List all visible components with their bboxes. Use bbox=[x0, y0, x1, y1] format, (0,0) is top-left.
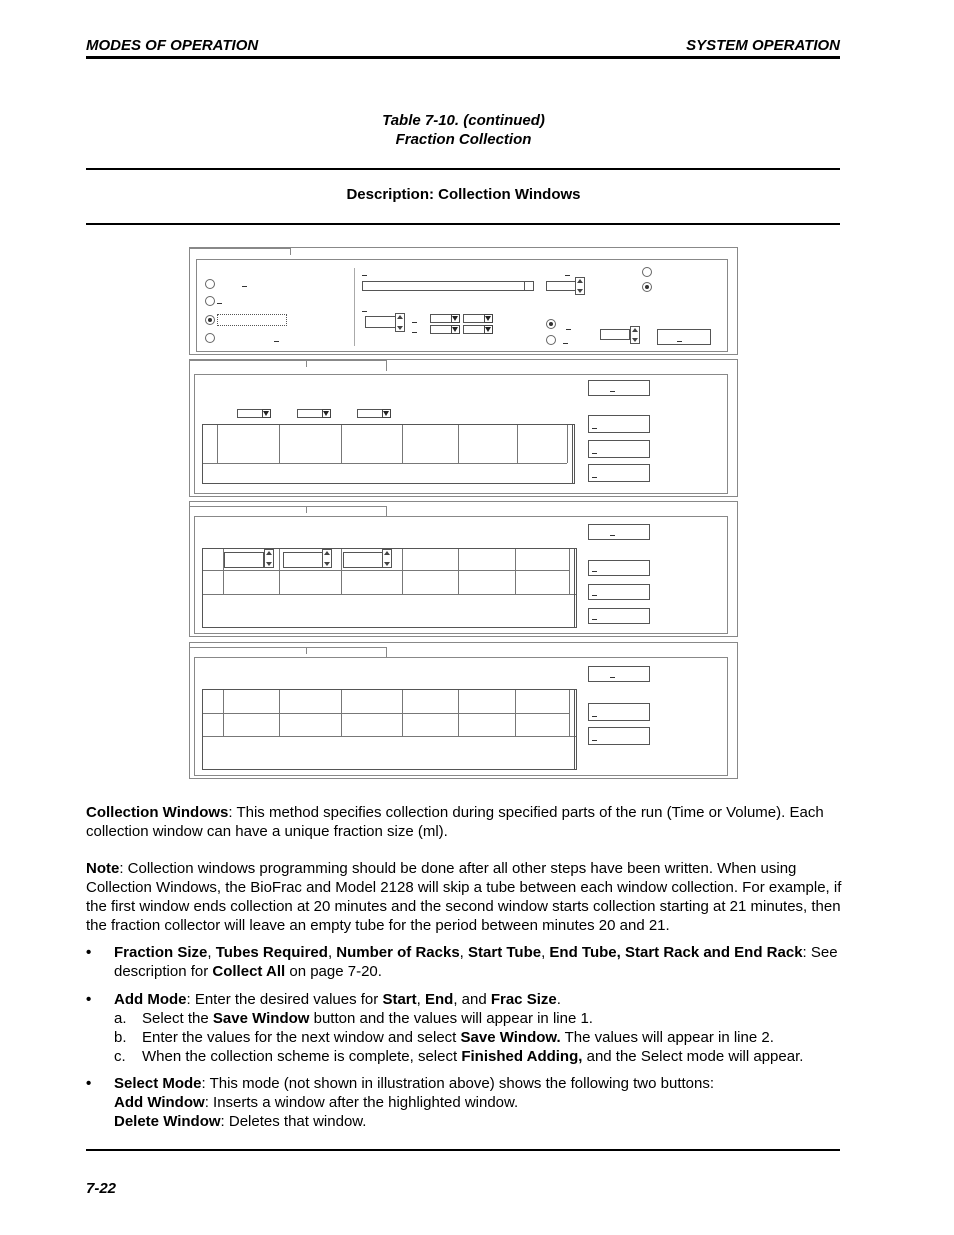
term-frac-size: Frac Size bbox=[490, 991, 557, 1008]
note-text: : Collection windows programming should be done after all other steps have been written. When using Collection Windows, the BioFrac and Model 2128 will skip a tube between each window collection. For example, if the first window ends collection at 20 minutes and the second window starts collection starting at 21 minutes, then the fraction collector will leave an empty tube for the period between minutes 20 and 21. bbox=[86, 860, 842, 934]
table-caption-line2: Fraction Collection bbox=[395, 131, 532, 148]
term-delete-window: Delete Window bbox=[114, 1113, 221, 1130]
tubes-required-field[interactable] bbox=[588, 415, 650, 433]
method-radio-2[interactable] bbox=[205, 296, 215, 306]
option-radio-a[interactable] bbox=[642, 267, 652, 277]
rate-stepper[interactable] bbox=[575, 277, 585, 295]
panel-tab bbox=[306, 360, 387, 371]
collection-windows-paragraph bbox=[86, 803, 846, 841]
table-mid-rule bbox=[86, 223, 840, 225]
rate-field[interactable] bbox=[546, 281, 576, 291]
term-save-window: Save Window bbox=[212, 1010, 310, 1027]
unit-radio-b[interactable] bbox=[546, 335, 556, 345]
sep: , bbox=[327, 944, 337, 961]
text: and the Select mode will appear. bbox=[582, 1048, 804, 1065]
text: . bbox=[556, 991, 561, 1008]
unit-radio-a[interactable] bbox=[546, 319, 556, 329]
end-stepper-field[interactable] bbox=[283, 552, 323, 568]
label-dash bbox=[565, 275, 570, 276]
term-add-mode: Add Mode bbox=[114, 991, 187, 1008]
label-dash bbox=[592, 453, 597, 454]
end-stepper[interactable] bbox=[322, 549, 332, 568]
description-title: Description: Collection Windows bbox=[346, 186, 581, 203]
label-dash bbox=[610, 677, 615, 678]
label-dash bbox=[592, 428, 597, 429]
apply-button[interactable] bbox=[657, 329, 711, 345]
term-fraction-size: Fraction Size bbox=[114, 944, 208, 961]
chevron-down-icon[interactable] bbox=[484, 325, 493, 334]
frac-size-stepper[interactable] bbox=[382, 549, 392, 568]
collection-windows-option-focus[interactable] bbox=[217, 314, 287, 326]
term-end-tube-racks: End Tube, Start Rack and End Rack bbox=[549, 944, 803, 961]
chevron-down-icon[interactable] bbox=[451, 314, 460, 323]
panel-divider bbox=[354, 268, 355, 346]
method-name-scroll[interactable] bbox=[524, 281, 534, 291]
label-dash bbox=[592, 619, 597, 620]
term-tubes-required: Tubes Required bbox=[215, 944, 328, 961]
sep: , bbox=[416, 991, 425, 1008]
bullet-symbol: • bbox=[86, 944, 92, 961]
text: : This mode (not shown in illustration above) shows the following two buttons: bbox=[201, 1075, 715, 1092]
volume-stepper[interactable] bbox=[395, 313, 405, 332]
text: on page 7-20. bbox=[285, 963, 382, 980]
sep: , and bbox=[453, 991, 491, 1008]
header-left: MODES OF OPERATION bbox=[86, 37, 259, 54]
sep: , bbox=[459, 944, 469, 961]
bullet-fraction-size bbox=[86, 943, 846, 983]
term-collect-all: Collect All bbox=[212, 963, 286, 980]
volume-field[interactable] bbox=[365, 316, 397, 328]
term-finished-adding: Finished Adding, bbox=[461, 1048, 583, 1065]
method-settings-panel bbox=[189, 247, 738, 355]
fraction-size-field[interactable] bbox=[588, 524, 650, 540]
page-number: 7-22 bbox=[86, 1180, 117, 1197]
term-select-mode: Select Mode bbox=[114, 1075, 202, 1092]
step-letter: a. bbox=[114, 1010, 127, 1027]
term-add-window: Add Window bbox=[114, 1094, 205, 1111]
start-stepper[interactable] bbox=[264, 549, 274, 568]
chevron-down-icon[interactable] bbox=[484, 314, 493, 323]
chevron-down-icon[interactable] bbox=[451, 325, 460, 334]
label-dash bbox=[592, 716, 597, 717]
footer-rule bbox=[86, 1149, 840, 1151]
label-dash bbox=[592, 740, 597, 741]
step-c bbox=[114, 1047, 844, 1066]
text: button and the values will appear in line 1. bbox=[309, 1010, 593, 1027]
term-start-tube: Start Tube bbox=[468, 944, 542, 961]
start-tube-field[interactable] bbox=[588, 608, 650, 624]
frac-size-stepper-field[interactable] bbox=[343, 552, 383, 568]
label-dash bbox=[412, 322, 417, 323]
label-dash bbox=[610, 535, 615, 536]
label-dash bbox=[412, 332, 417, 333]
label-dash bbox=[362, 311, 367, 312]
step-letter: b. bbox=[114, 1029, 127, 1046]
label-dash bbox=[362, 275, 367, 276]
label-dash bbox=[592, 595, 597, 596]
method-radio-1[interactable] bbox=[205, 279, 215, 289]
collection-windows-panel-edit bbox=[189, 501, 738, 637]
collection-windows-radio[interactable] bbox=[205, 315, 215, 325]
bullet-add-mode bbox=[86, 990, 846, 1070]
option-radio-b[interactable] bbox=[642, 282, 652, 292]
chevron-down-icon[interactable] bbox=[322, 409, 331, 418]
bullet-symbol: • bbox=[86, 1075, 92, 1092]
text: Select the bbox=[142, 1010, 213, 1027]
fraction-size-field[interactable] bbox=[588, 380, 650, 396]
collection-windows-panel-add bbox=[189, 359, 738, 497]
header-right: SYSTEM OPERATION bbox=[686, 37, 840, 54]
sep: , bbox=[207, 944, 216, 961]
bullet-symbol: • bbox=[86, 991, 92, 1008]
method-name-field[interactable] bbox=[362, 281, 534, 291]
delay-field[interactable] bbox=[600, 329, 630, 340]
step-letter: c. bbox=[114, 1048, 126, 1065]
label-dash bbox=[610, 391, 615, 392]
method-radio-4[interactable] bbox=[205, 333, 215, 343]
sep: , bbox=[541, 944, 550, 961]
text: When the collection scheme is complete, select bbox=[142, 1048, 462, 1065]
number-of-racks-field[interactable] bbox=[588, 440, 650, 458]
text: : Enter the desired values for bbox=[186, 991, 383, 1008]
header-rule bbox=[86, 56, 840, 59]
collection-windows-panel-saved bbox=[189, 642, 738, 779]
label-dash bbox=[566, 329, 571, 330]
collection-windows-text: : This method specifies collection during specified parts of the run (Time or Volume). Each collection window can have a unique fraction size (ml). bbox=[86, 804, 824, 840]
start-tube-field[interactable] bbox=[588, 464, 650, 482]
label-dash bbox=[242, 286, 247, 287]
tubes-required-field[interactable] bbox=[588, 703, 650, 721]
number-of-racks-field[interactable] bbox=[588, 727, 650, 745]
bullet-select-mode bbox=[86, 1074, 846, 1134]
term-number-of-racks: Number of Racks bbox=[336, 944, 460, 961]
term-save-window: Save Window. bbox=[460, 1029, 561, 1046]
tubes-required-field[interactable] bbox=[588, 560, 650, 576]
label-dash bbox=[563, 343, 568, 344]
table-caption-line1: Table 7-10. (continued) bbox=[382, 112, 545, 129]
panel-tab bbox=[190, 248, 291, 255]
note-paragraph bbox=[86, 859, 846, 935]
note-label: Note bbox=[86, 860, 120, 877]
fraction-size-field[interactable] bbox=[588, 666, 650, 682]
collection-windows-label: Collection Windows bbox=[86, 804, 229, 821]
windows-table bbox=[202, 424, 575, 484]
label-dash bbox=[274, 341, 279, 342]
text: Enter the values for the next window and select bbox=[142, 1029, 461, 1046]
table-top-rule bbox=[86, 168, 840, 170]
label-dash bbox=[217, 303, 222, 304]
panel-tab bbox=[190, 506, 307, 513]
chevron-down-icon[interactable] bbox=[262, 409, 271, 418]
text: : Inserts a window after the highlighted window. bbox=[204, 1094, 519, 1111]
windows-table bbox=[202, 689, 577, 770]
text: : Deletes that window. bbox=[220, 1113, 367, 1130]
number-of-racks-field[interactable] bbox=[588, 584, 650, 600]
term-end: End bbox=[424, 991, 454, 1008]
text: : See description for bbox=[114, 944, 838, 980]
panel-tab bbox=[190, 360, 307, 367]
label-dash bbox=[677, 341, 682, 342]
label-dash bbox=[592, 571, 597, 572]
chevron-down-icon[interactable] bbox=[382, 409, 391, 418]
text: The values will appear in line 2. bbox=[560, 1029, 774, 1046]
label-dash bbox=[592, 477, 597, 478]
start-stepper-field[interactable] bbox=[224, 552, 264, 568]
step-b bbox=[114, 1028, 844, 1047]
delay-stepper[interactable] bbox=[630, 326, 640, 344]
term-start: Start bbox=[382, 991, 417, 1008]
panel-tab bbox=[190, 647, 307, 654]
step-a bbox=[114, 1009, 844, 1028]
